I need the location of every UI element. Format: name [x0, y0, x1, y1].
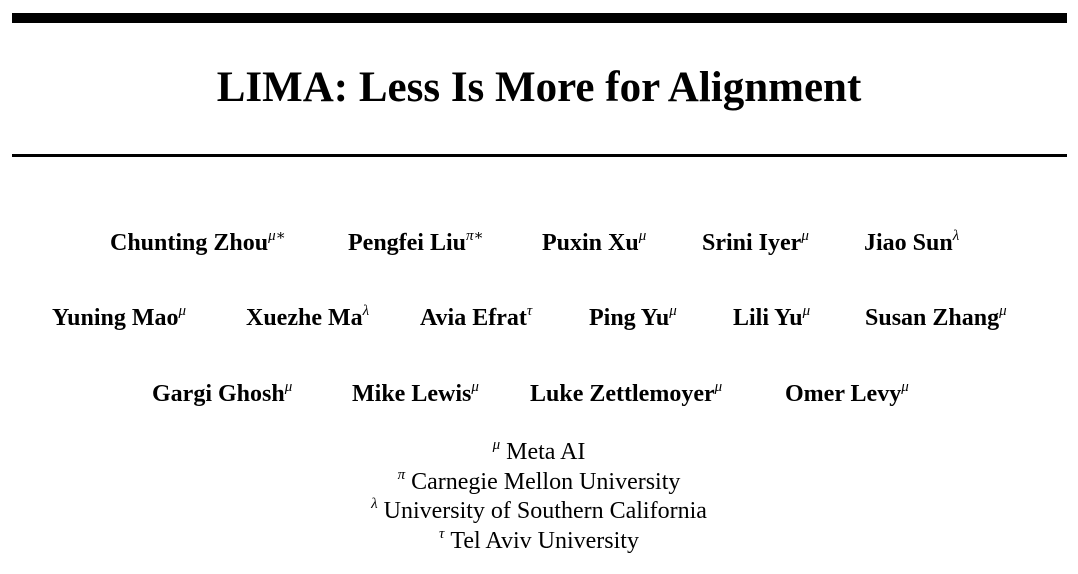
author: Lili $Yu^\mu$ — [733, 303, 811, 331]
paper-title: LIMA: Less Is More for Alignment — [216, 64, 862, 111]
affiliation: $^\lambda$ University of Southern California — [371, 496, 707, 524]
affiliation: $^\tau$ Tel Aviv University — [439, 525, 639, 554]
title-bottom-rule — [12, 154, 1067, 157]
author: Srini Iyer$^\mu$ — [702, 228, 809, 256]
author: Gargi Ghosh$^\mu$ — [152, 379, 293, 407]
author: Omer Levy$^\mu$ — [785, 379, 909, 407]
affiliation: $^\mu$ Meta AI — [492, 437, 586, 465]
author: Luke Zettlemoyer$^\mu$ — [530, 379, 723, 407]
author: Ping $Yu^\mu$ — [589, 303, 677, 331]
author: Mike Lewis$^\mu$ — [352, 379, 479, 407]
author-row-2 — [0, 303, 1078, 337]
affiliations — [0, 438, 1078, 556]
author-row-3 — [0, 379, 1078, 413]
author: Chunting Zhou$^{\mu∗}$ — [110, 228, 286, 256]
author: Xuezhe $Ma^\lambda$ — [246, 303, 370, 331]
top-rule — [12, 13, 1067, 23]
author: Pengfei Liu$^{\pi∗}$ — [348, 228, 484, 256]
author: Susan Zhang$^\mu$ — [865, 303, 1007, 331]
affiliation: $^\pi$ Carnegie Mellon University — [397, 466, 681, 495]
author: Avia Efrat$^\tau$ — [420, 303, 533, 331]
author: Jiao Sun$^\lambda$ — [864, 228, 960, 256]
author: Puxin $Xu^\mu$ — [542, 228, 647, 256]
author: Yuning Mao$^\mu$ — [52, 303, 187, 331]
author-row-1 — [0, 228, 1078, 262]
